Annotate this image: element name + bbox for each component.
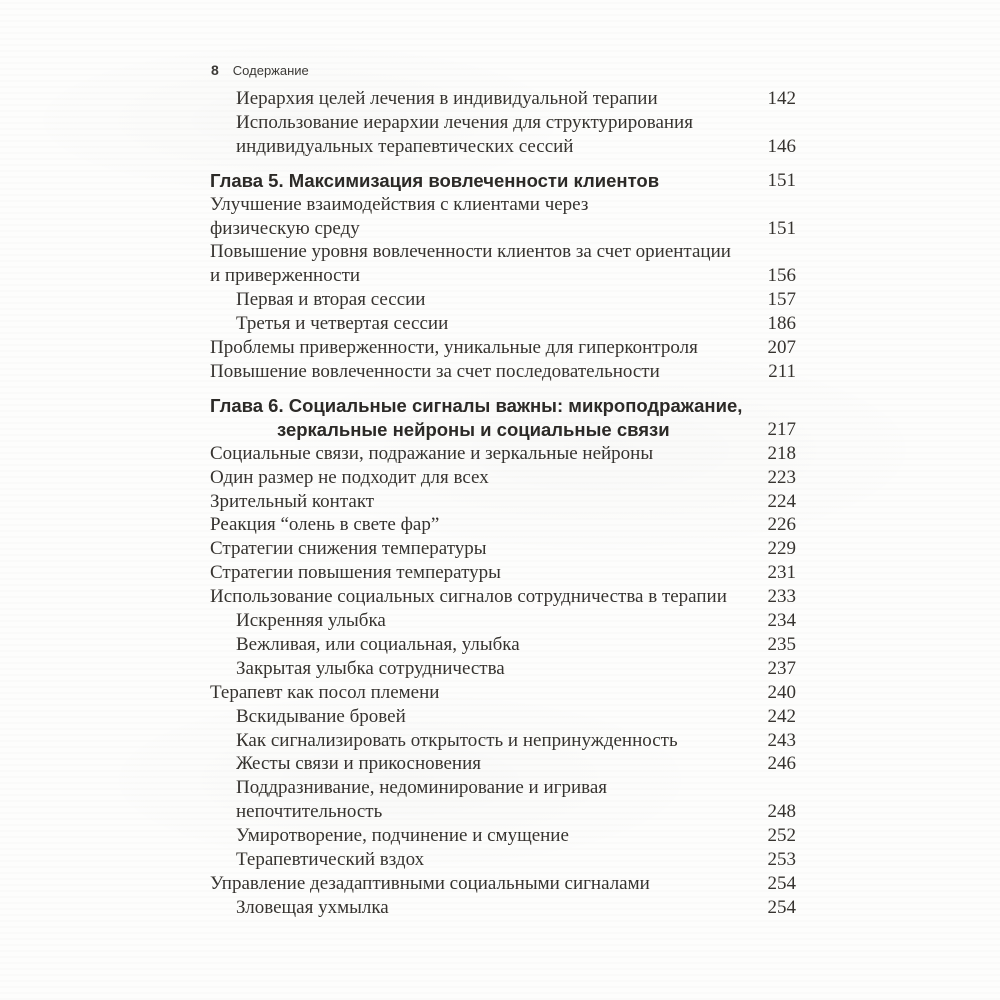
toc-entry-page-number: 151	[767, 217, 796, 239]
toc-entry-page-number: 254	[767, 896, 796, 918]
toc-entry	[210, 657, 796, 681]
toc-entry-title	[210, 466, 489, 490]
toc-entry-title	[210, 776, 607, 824]
toc-entry-title-line: зеркальные нейроны и социальные связи	[277, 418, 670, 440]
toc-entry	[210, 681, 796, 705]
toc-entry	[210, 336, 796, 360]
toc-entry-title-line: Третья и четвертая сессии	[236, 313, 449, 335]
toc-entry-title-line: Повышение уровня вовлеченности клиентов за счет ориентации	[210, 241, 731, 263]
toc-entry	[210, 633, 796, 657]
toc-entry	[210, 705, 796, 729]
toc-entry-title-line: Один размер не подходит для всех	[210, 466, 489, 488]
toc-entry-title	[210, 824, 569, 848]
toc-entry-title-line: Управление дезадаптивными социальными сигналами	[210, 873, 650, 894]
toc-entry-title-line: Вскидывание бровей	[236, 705, 406, 727]
toc-entry	[210, 288, 796, 312]
toc-entry-title-line: Закрытая улыбка сотрудничества	[236, 657, 505, 679]
toc-entry-page-number: 248	[767, 801, 796, 823]
toc-entry-page-number: 146	[767, 135, 796, 157]
toc-entry-title	[210, 633, 520, 657]
toc-entry-title	[210, 848, 424, 872]
toc-entry	[210, 490, 796, 514]
toc-entry-title	[210, 442, 653, 466]
toc-entry-page-number: 231	[767, 562, 796, 584]
toc-entry-page-number: 234	[767, 610, 796, 632]
toc-entry-page-number: 217	[767, 418, 796, 440]
toc-entry-title-line: Иерархия целей лечения в индивидуальной терапии	[236, 88, 658, 109]
toc-entry-page-number: 207	[767, 337, 796, 359]
toc-entry-title	[210, 336, 698, 360]
toc-entry-title-line: Использование социальных сигналов сотрудничества в терапии	[210, 586, 727, 608]
toc-entry-page-number: 254	[767, 873, 796, 894]
toc-entry-title-line: Улучшение взаимодействия с клиентами через	[210, 193, 589, 215]
toc-entry	[210, 824, 796, 848]
toc-entry	[210, 896, 796, 920]
toc-entry-title-line: Стратегии повышения температуры	[210, 562, 501, 584]
folio-page-number: 8	[211, 62, 219, 78]
toc-entry	[210, 729, 796, 753]
toc-entry-page-number: 242	[767, 705, 796, 727]
toc-entry-title-line: Социальные связи, подражание и зеркальные нейроны	[210, 442, 654, 464]
toc-entry-title	[210, 872, 650, 896]
toc-entry-page-number: 233	[767, 586, 796, 608]
toc-entry	[210, 752, 796, 776]
toc-entry-title-line: Повышение вовлеченности за счет последовательности	[210, 360, 660, 382]
toc-entry-page-number: 223	[767, 466, 796, 488]
toc-entry-title-line: и приверженности	[210, 265, 361, 287]
toc-entry-page-number: 142	[767, 88, 796, 109]
toc-entry-title-line: Искренняя улыбка	[236, 610, 386, 632]
toc-entry-page-number: 211	[768, 360, 796, 382]
toc-entry	[210, 360, 796, 384]
toc-entry	[210, 513, 796, 537]
toc-entry	[210, 240, 796, 288]
toc-entry-title-line: Проблемы приверженности, уникальные для гиперконтроля	[210, 337, 698, 359]
toc-entry-title	[210, 360, 660, 384]
toc-entry-page-number: 224	[767, 490, 796, 512]
toc-entry	[210, 193, 796, 241]
toc-entry-title-line: непочтительность	[236, 801, 383, 823]
toc-entry-title	[210, 111, 693, 159]
toc-entry-page-number: 240	[767, 681, 796, 703]
toc-entry-title	[210, 705, 406, 729]
toc-entry-page-number: 226	[767, 514, 796, 536]
toc-entry-title-line: физическую среду	[210, 217, 360, 239]
toc-entry-title-line: индивидуальных терапевтических сессий	[236, 135, 574, 157]
toc-entry	[210, 442, 796, 466]
running-header	[211, 62, 309, 78]
toc-entry-title	[210, 87, 658, 111]
toc-entry-title	[210, 561, 501, 585]
toc-entry-page-number: 235	[767, 633, 796, 655]
toc-entry-title-line: Терапевтический вздох	[236, 849, 425, 871]
toc-entry	[210, 872, 796, 896]
toc-entry-title-line: Реакция “олень в свете фар”	[210, 514, 440, 536]
toc-entry-title	[210, 609, 386, 633]
toc-entry-title-line: Зловещая ухмылка	[236, 896, 389, 918]
toc-entry-page-number: 246	[767, 753, 796, 775]
toc-entry-page-number: 229	[767, 538, 796, 560]
toc-entry	[210, 537, 796, 561]
toc-entry-title-line: Зрительный контакт	[210, 490, 375, 512]
toc-entry-title	[210, 896, 389, 920]
toc-entry-page-number: 156	[767, 265, 796, 287]
toc-entry-title	[210, 537, 487, 561]
toc-entry	[210, 111, 796, 159]
toc-entry-title	[210, 657, 505, 681]
toc-chapter-entry	[210, 394, 796, 442]
toc-entry	[210, 776, 796, 824]
toc-entry-title	[210, 729, 678, 753]
toc-entry-title-line: Умиротворение, подчинение и смущение	[236, 825, 569, 847]
toc-entry-title-line: Как сигнализировать открытость и непринужденность	[236, 729, 678, 751]
toc-entry-title-line: Первая и вторая сессии	[236, 289, 426, 311]
toc-entry	[210, 466, 796, 490]
toc-entry-title-line: Поддразнивание, недоминирование и игривая	[236, 777, 608, 799]
toc-entry-title	[210, 288, 425, 312]
toc-entry-page-number: 157	[767, 289, 796, 311]
toc-entry-title	[210, 169, 659, 193]
toc-entry-title-line: Вежливая, или социальная, улыбка	[236, 633, 520, 655]
toc-entry	[210, 585, 796, 609]
toc-entry	[210, 87, 796, 111]
toc-entry-page-number: 237	[767, 657, 796, 679]
toc-entry-title-line: Терапевт как посол племени	[210, 681, 440, 703]
toc-entry-title	[210, 193, 588, 241]
toc-entry-page-number: 253	[767, 849, 796, 871]
toc-entry-title-line: Использование иерархии лечения для структурирования	[236, 111, 693, 133]
toc-entry	[210, 312, 796, 336]
toc-entry-title-line: Глава 5. Максимизация вовлеченности клиентов	[210, 169, 660, 191]
toc-entry-page-number: 151	[767, 169, 796, 191]
toc-entry-title	[210, 681, 439, 705]
toc-entry-title	[210, 752, 481, 776]
running-header-title: Содержание	[232, 63, 309, 78]
toc-entry-title	[210, 394, 742, 442]
toc-entry-title-line: Жесты связи и прикосновения	[236, 753, 481, 775]
toc-entry-page-number: 186	[767, 313, 796, 335]
toc-entry-title	[210, 490, 374, 514]
toc-entry-title	[210, 240, 731, 288]
toc-entry-title-line: Стратегии снижения температуры	[210, 538, 487, 560]
toc-entry	[210, 561, 796, 585]
toc-entry-title	[210, 312, 448, 336]
toc-entry-page-number: 252	[767, 825, 796, 847]
toc-entry-title	[210, 585, 727, 609]
toc-entry	[210, 609, 796, 633]
toc-entry-title-line: Глава 6. Социальные сигналы важны: микроподражание,	[210, 394, 743, 416]
toc-chapter-entry	[210, 169, 796, 193]
toc-entry-title	[210, 513, 439, 537]
toc-entry-page-number: 218	[767, 442, 796, 464]
toc-entry	[210, 848, 796, 872]
toc-entry-page-number: 243	[767, 729, 796, 751]
table-of-contents	[210, 87, 796, 920]
